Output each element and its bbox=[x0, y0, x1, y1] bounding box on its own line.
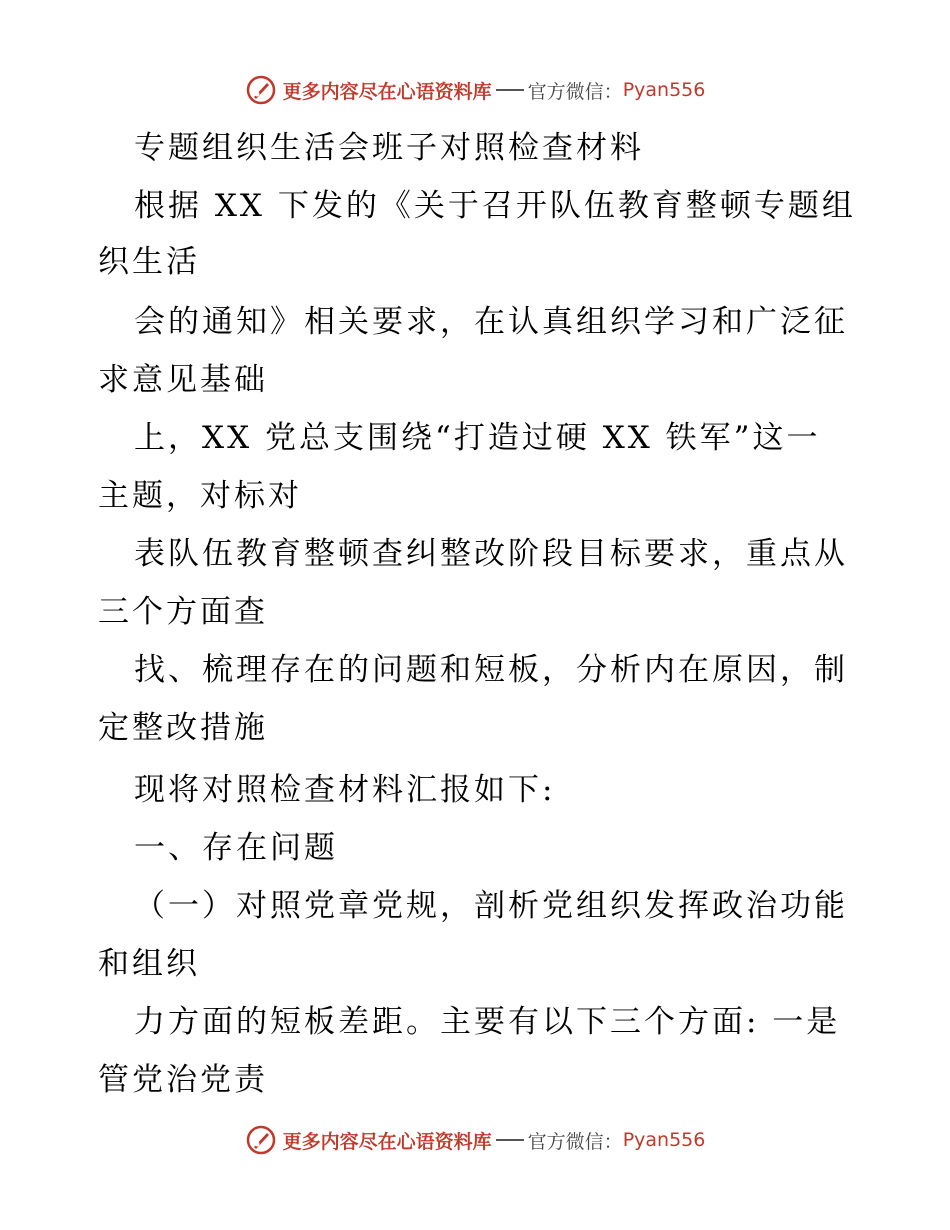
paragraph-line: （一）对照党章党规，剖析党组织发挥政治功能 bbox=[134, 888, 848, 924]
paragraph-line: 找、梳理存在的问题和短板，分析内在原因，制 bbox=[134, 652, 848, 688]
banner-sub: 官方微信： bbox=[527, 80, 623, 103]
banner-dash bbox=[496, 89, 524, 91]
paragraph-line: 定整改措施 bbox=[98, 710, 268, 746]
banner-wechat-id: Pyan556 bbox=[622, 1129, 706, 1151]
paragraph-line: 求意见基础 bbox=[98, 362, 268, 398]
paragraph-line: 力方面的短板差距。主要有以下三个方面: 一是 bbox=[134, 1004, 841, 1040]
banner-brand: 更多内容尽在心语资料库 bbox=[282, 80, 492, 103]
banner-sub: 官方微信： bbox=[527, 1130, 623, 1153]
paragraph-line: 上，XX 党总支围绕“打造过硬 XX 铁军”这一 bbox=[134, 420, 821, 456]
banner-wechat-id: Pyan556 bbox=[622, 79, 706, 101]
paragraph-line: 根据 XX 下发的《关于召开队伍教育整顿专题组 bbox=[134, 188, 856, 224]
paragraph-line: 会的通知》相关要求，在认真组织学习和广泛征 bbox=[134, 304, 848, 340]
footer-banner bbox=[0, 1120, 950, 1160]
doc-title: 专题组织生活会班子对照检查材料 bbox=[134, 130, 644, 166]
paragraph-line: 表队伍教育整顿查纠整改阶段目标要求，重点从 bbox=[134, 536, 848, 572]
paragraph-line: 主题，对标对 bbox=[98, 478, 302, 514]
banner-brand: 更多内容尽在心语资料库 bbox=[282, 1130, 492, 1153]
paragraph-line: 织生活 bbox=[98, 244, 200, 280]
banner-dash bbox=[496, 1139, 524, 1141]
paragraph-line: 管党治党责 bbox=[98, 1062, 268, 1098]
section-heading: 一、存在问题 bbox=[134, 830, 338, 866]
header-banner bbox=[0, 70, 950, 110]
paragraph-line: 现将对照检查材料汇报如下: bbox=[134, 772, 556, 808]
paragraph-line: 和组织 bbox=[98, 946, 200, 982]
quill-pen-logo-icon bbox=[245, 74, 277, 106]
quill-pen-logo-icon bbox=[245, 1124, 277, 1156]
paragraph-line: 三个方面查 bbox=[98, 594, 268, 630]
